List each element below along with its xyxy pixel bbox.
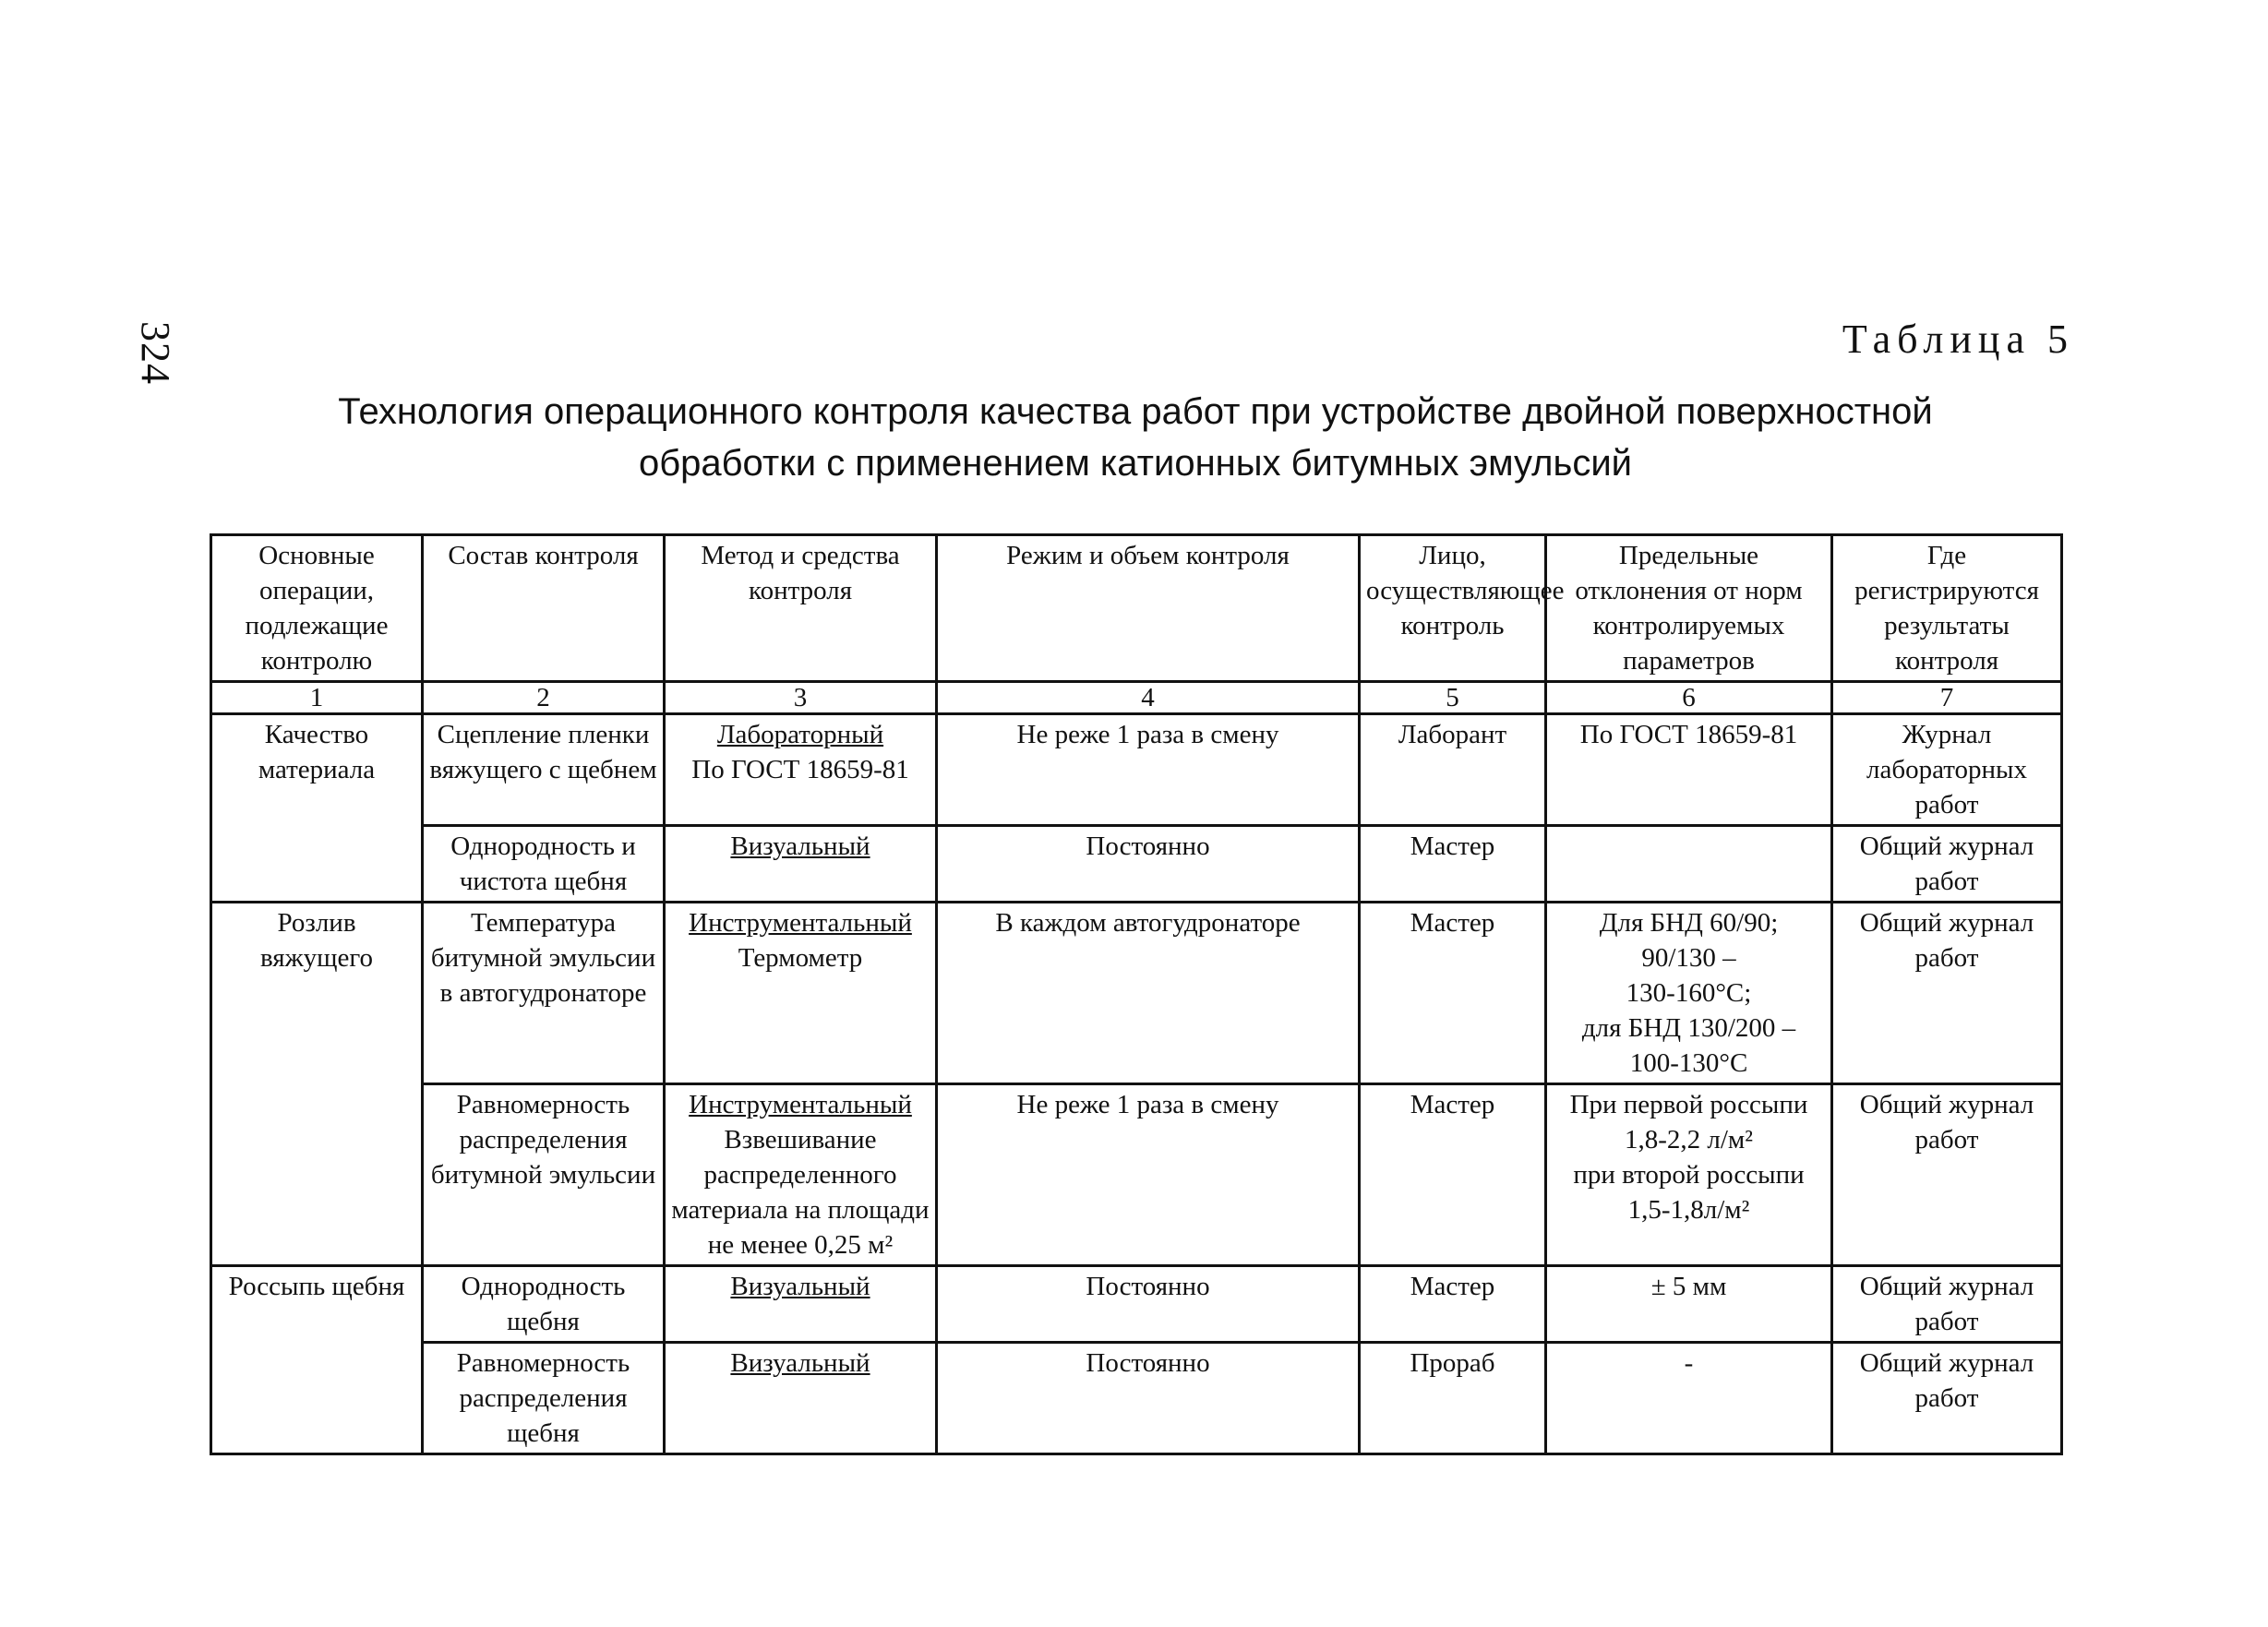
header-cell: Основные операции, подлежащие контролю: [211, 535, 423, 682]
method-type: Лабораторный: [716, 720, 884, 749]
column-number: 3: [665, 682, 937, 714]
title-line: обработки с применением катионных битумных эмульсий: [638, 443, 1632, 484]
deviation-line: при второй россыпи: [1573, 1160, 1805, 1190]
mode-cell: Не реже 1 раза в смену: [937, 714, 1360, 826]
composition-cell: Равномерность распределения битумной эмульсии: [423, 1084, 665, 1266]
mode-cell: В каждом автогудронаторе: [937, 903, 1360, 1084]
method-type: Визуальный: [730, 831, 870, 861]
column-number: 1: [211, 682, 423, 714]
deviation-line: 90/130 –: [1641, 943, 1736, 973]
method-detail: Взвешивание распределенного материала на площади не менее 0,25 м²: [671, 1125, 930, 1260]
header-cell: Предельные отклонения от норм контролируемых параметров: [1546, 535, 1832, 682]
deviation-cell: ± 5 мм: [1546, 1266, 1832, 1343]
person-cell: Лаборант: [1360, 714, 1546, 826]
control-table: [210, 533, 2063, 1455]
method-detail: Термометр: [738, 943, 863, 973]
column-number: 5: [1360, 682, 1546, 714]
title-line: Технология операционного контроля качества работ при устройстве двойной поверхностной: [338, 391, 1933, 432]
column-number: 7: [1832, 682, 2062, 714]
method-cell: [665, 1266, 937, 1343]
deviation-line: 1,8-2,2 л/м²: [1625, 1125, 1753, 1154]
method-type: Визуальный: [730, 1272, 870, 1301]
mode-cell: Постоянно: [937, 1266, 1360, 1343]
deviation-cell: -: [1546, 1343, 1832, 1454]
column-number: 6: [1546, 682, 1832, 714]
registry-cell: Журнал лабораторных работ: [1832, 714, 2062, 826]
registry-cell: Общий журнал работ: [1832, 1266, 2062, 1343]
table-row: [211, 1084, 2062, 1266]
registry-cell: Общий журнал работ: [1832, 903, 2062, 1084]
method-cell: [665, 1084, 937, 1266]
deviation-line: При первой россыпи: [1569, 1090, 1808, 1119]
registry-cell: Общий журнал работ: [1832, 1084, 2062, 1266]
deviation-cell: По ГОСТ 18659-81: [1546, 714, 1832, 826]
person-cell: Мастер: [1360, 903, 1546, 1084]
table-row: [211, 903, 2062, 1084]
column-number: 4: [937, 682, 1360, 714]
method-type: Инструментальный: [689, 908, 912, 938]
table-row: [211, 826, 2062, 903]
operation-cell: Россыпь щебня: [211, 1266, 423, 1454]
deviation-cell: [1546, 826, 1832, 903]
method-type: Инструментальный: [689, 1090, 912, 1119]
person-cell: Мастер: [1360, 1084, 1546, 1266]
method-detail: По ГОСТ 18659-81: [691, 755, 909, 784]
table-label: Таблица 5: [1842, 317, 2074, 362]
deviation-cell: [1546, 1084, 1832, 1266]
method-cell: [665, 826, 937, 903]
registry-cell: Общий журнал работ: [1832, 1343, 2062, 1454]
person-cell: Мастер: [1360, 1266, 1546, 1343]
deviation-line: 100-130°С: [1629, 1048, 1748, 1078]
composition-cell: Однородность щебня: [423, 1266, 665, 1343]
header-cell: Лицо, осуществляющее контроль: [1360, 535, 1546, 682]
deviation-cell: [1546, 903, 1832, 1084]
deviation-line: Для БНД 60/90;: [1599, 908, 1779, 938]
person-cell: Мастер: [1360, 826, 1546, 903]
document-title: [231, 386, 2040, 489]
composition-cell: Сцепление пленки вяжущего с щебнем: [423, 714, 665, 826]
operation-cell: Качество материала: [211, 714, 423, 903]
composition-cell: Температура битумной эмульсии в автогудронаторе: [423, 903, 665, 1084]
column-number-row: [211, 682, 2062, 714]
header-cell: Метод и средства контроля: [665, 535, 937, 682]
deviation-line: 1,5-1,8л/м²: [1627, 1195, 1750, 1225]
composition-cell: Равномерность распределения щебня: [423, 1343, 665, 1454]
table-row: [211, 1266, 2062, 1343]
page-number: 324: [133, 321, 178, 385]
header-row: [211, 535, 2062, 682]
operation-cell: Розлив вяжущего: [211, 903, 423, 1266]
deviation-line: для БНД 130/200 –: [1581, 1013, 1796, 1043]
method-cell: [665, 714, 937, 826]
table-row: [211, 714, 2062, 826]
header-cell: Режим и объем контроля: [937, 535, 1360, 682]
person-cell: Прораб: [1360, 1343, 1546, 1454]
mode-cell: Не реже 1 раза в смену: [937, 1084, 1360, 1266]
header-cell: Где регистрируются результаты контроля: [1832, 535, 2062, 682]
deviation-line: 130-160°С;: [1626, 978, 1752, 1008]
column-number: 2: [423, 682, 665, 714]
method-cell: [665, 903, 937, 1084]
header-cell: Состав контроля: [423, 535, 665, 682]
method-type: Визуальный: [730, 1348, 870, 1378]
composition-cell: Однородность и чистота щебня: [423, 826, 665, 903]
registry-cell: Общий журнал работ: [1832, 826, 2062, 903]
mode-cell: Постоянно: [937, 1343, 1360, 1454]
table-row: [211, 1343, 2062, 1454]
method-cell: [665, 1343, 937, 1454]
mode-cell: Постоянно: [937, 826, 1360, 903]
